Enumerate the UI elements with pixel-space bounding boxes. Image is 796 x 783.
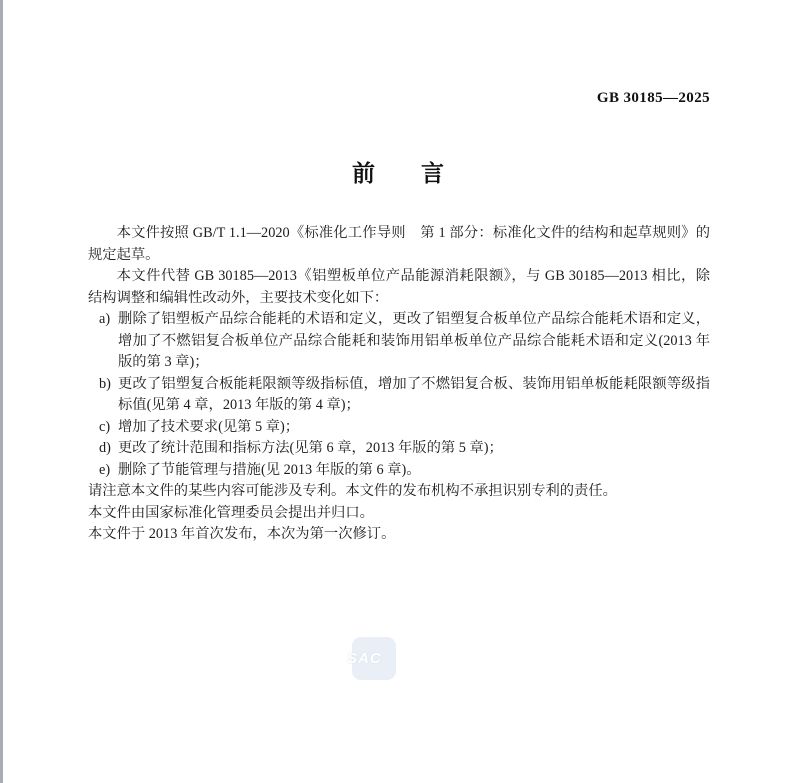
intro-paragraph-1: 本文件按照 GB/T 1.1—2020《标准化工作导则 第 1 部分：标准化文件的结构和起草规则》的规定起草。 — [88, 225, 710, 263]
sac-watermark — [347, 637, 396, 680]
list-marker: d) — [99, 440, 111, 456]
change-list-item — [88, 309, 710, 374]
history-paragraph: 本文件于 2013 年首次发布，本次为第一次修订。 — [88, 526, 396, 542]
page-title: 前 言 — [352, 160, 444, 186]
scan-edge-shadow — [0, 0, 3, 783]
list-marker: e) — [99, 461, 111, 478]
sac-watermark-text: SAC — [347, 650, 382, 667]
standard-number: GB 30185—2025 — [596, 90, 710, 106]
list-marker: c) — [99, 418, 111, 435]
list-item-text: 更改了铝塑复合板能耗限额等级指标值，增加了不燃铝复合板、装饰用铝单板能耗限额等级指标值(见第 4 章，2013 年版的第 4 章)； — [118, 375, 710, 413]
list-marker: a) — [99, 311, 111, 327]
intro-paragraph-2: 本文件代替 GB 30185—2013《铝塑板单位产品能源消耗限额》，与 GB 30185—2013 相比，除结构调整和编辑性改动外，主要技术变化如下： — [88, 268, 710, 306]
list-item-text: 增加了技术要求(见第 5 章)； — [118, 418, 300, 435]
change-list-item — [88, 438, 710, 460]
change-list — [88, 309, 710, 481]
list-item-text: 删除了节能管理与措施(见 2013 年版的第 6 章)。 — [118, 461, 421, 478]
patent-notice-paragraph: 请注意本文件的某些内容可能涉及专利。本文件的发布机构不承担识别专利的责任。 — [88, 483, 617, 499]
change-list-item — [88, 460, 710, 482]
issuer-paragraph: 本文件由国家标准化管理委员会提出并归口。 — [88, 504, 374, 521]
list-item-text: 更改了统计范围和指标方法(见第 6 章，2013 年版的第 5 章)； — [118, 440, 503, 456]
change-list-item — [88, 417, 710, 439]
list-item-text: 删除了铝塑板产品综合能耗的术语和定义，更改了铝塑复合板单位产品综合能耗术语和定义，增加了不燃铝复合板单位产品综合能耗和装饰用铝单板单位产品综合能耗术语和定义(2013 年版的第 3 章)； — [118, 311, 710, 370]
document-body — [88, 223, 710, 546]
change-list-item — [88, 374, 710, 417]
list-marker: b) — [99, 375, 111, 392]
